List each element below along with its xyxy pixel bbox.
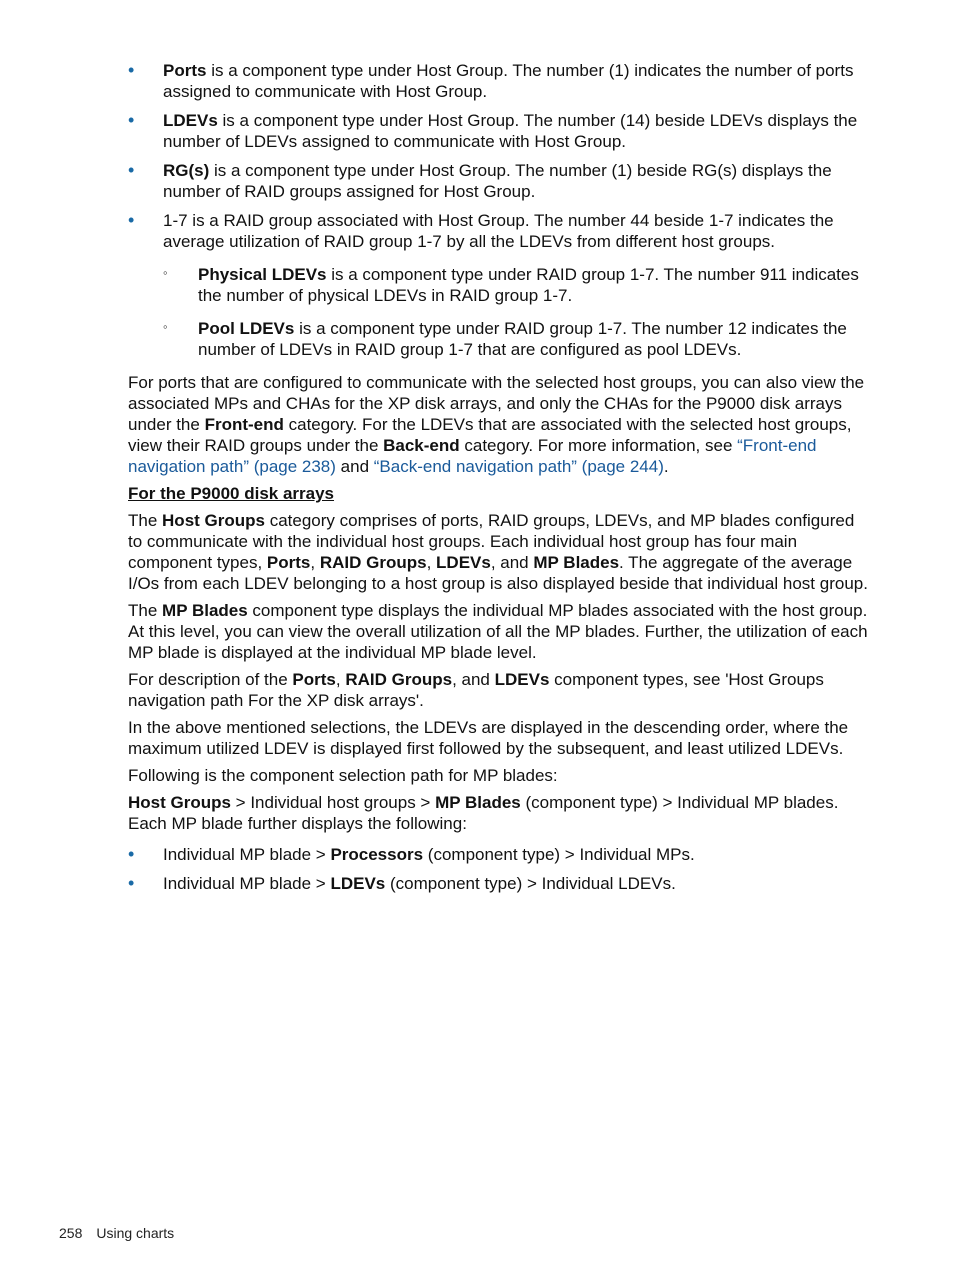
page-number: 258 [59,1225,83,1241]
term: Pool LDEVs [198,319,295,338]
mp-blade-bullet-list [128,844,873,894]
front-end-navigation-link[interactable]: “Front-end navigation path” (page 238) [128,436,817,476]
sub-list-item [163,318,873,360]
list-item [128,210,873,360]
description-paragraph: For description of the Ports, RAID Groups, and LDEVs component types, see 'Host Groups navigation path For the XP disk arrays'. [128,670,824,710]
item-text: is a component type under Host Group. The number (1) beside RG(s) displays the number of RAID groups assigned for Host Group. [163,161,832,201]
back-end-navigation-link[interactable]: “Back-end navigation path” (page 244) [373,457,664,476]
list-item [128,60,873,102]
bullet-icon: • [128,160,135,180]
ports-paragraph: For ports that are configured to communicate with the selected host groups, you can also view the associated MPs and CHAs for the XP disk arrays, and only the CHAs for the P9000 disk arrays under the Front-end category. For the LDEVs that are associated with the selected host groups, view their RAID groups under the Back-end category. For more information, see “Front-end navigation path” (page 238) and “Back-end navigation path” (page 244). [128,373,865,476]
item-text: 1-7 is a RAID group associated with Host Group. The number 44 beside 1-7 indicates the average utilization of RAID group 1-7 by all the LDEVs from different host groups. [163,211,834,251]
section-heading: For the P9000 disk arrays [128,484,335,503]
item-text: is a component type under RAID group 1-7. The number 12 indicates the number of LDEVs in RAID group 1-7 that are configured as pool LDEVs. [198,319,847,359]
list-item [128,110,873,152]
bullet-icon: • [128,60,135,80]
sub-bullet-icon: ◦ [163,265,168,280]
mp-blades-paragraph: The MP Blades component type displays the individual MP blades associated with the host group. At this level, you can view the overall utilization of all the MP blades. Further, the utilization of each MP blade is displayed at the individual MP blade level. [128,601,868,662]
term: RG(s) [163,161,210,180]
list-item: • Individual MP blade > LDEVs (component type) > Individual LDEVs. [128,873,676,893]
bullet-icon: • [128,844,135,864]
item-text: is a component type under Host Group. The number (14) beside LDEVs displays the number of LDEVs assigned to communicate with Host Group. [163,111,858,151]
section-name: Using charts [96,1225,175,1241]
order-paragraph: In the above mentioned selections, the LDEVs are displayed in the descending order, where the maximum utilized LDEV is displayed first followed by the subsequent, and least utilized LDEVs. [128,718,849,758]
item-text: is a component type under Host Group. The number (1) indicates the number of ports assigned to communicate with Host Group. [163,61,854,101]
bullet-icon: • [128,110,135,130]
list-item: • Individual MP blade > Processors (component type) > Individual MPs. [128,844,695,864]
term: Ports [163,61,207,80]
sub-list-item [163,264,873,306]
term: Physical LDEVs [198,265,327,284]
component-bullet-list [128,60,873,360]
item-text: is a component type under RAID group 1-7. The number 911 indicates the number of physical LDEVs in RAID group 1-7. [198,265,859,305]
selection-path-paragraph: Host Groups > Individual host groups > MP Blades (component type) > Individual MP blades. Each MP blade further displays the following: [128,793,839,833]
raid-group-sub-list [163,264,873,360]
list-item [128,160,873,202]
sub-bullet-icon: ◦ [163,319,168,334]
host-groups-paragraph: The Host Groups category comprises of ports, RAID groups, LDEVs, and MP blades configured to communicate with the individual host groups. Each individual host group has four main component types, Ports, RAID Groups, LDEVs, and MP Blades. The aggregate of the average I/Os from each LDEV belonging to a host group is also displayed beside that individual host group. [128,511,868,593]
term: LDEVs [163,111,218,130]
following-paragraph: Following is the component selection path for MP blades: [128,766,558,785]
bullet-icon: • [128,210,135,230]
page-content [128,60,873,902]
bullet-icon: • [128,873,135,893]
page-footer [59,1223,174,1244]
